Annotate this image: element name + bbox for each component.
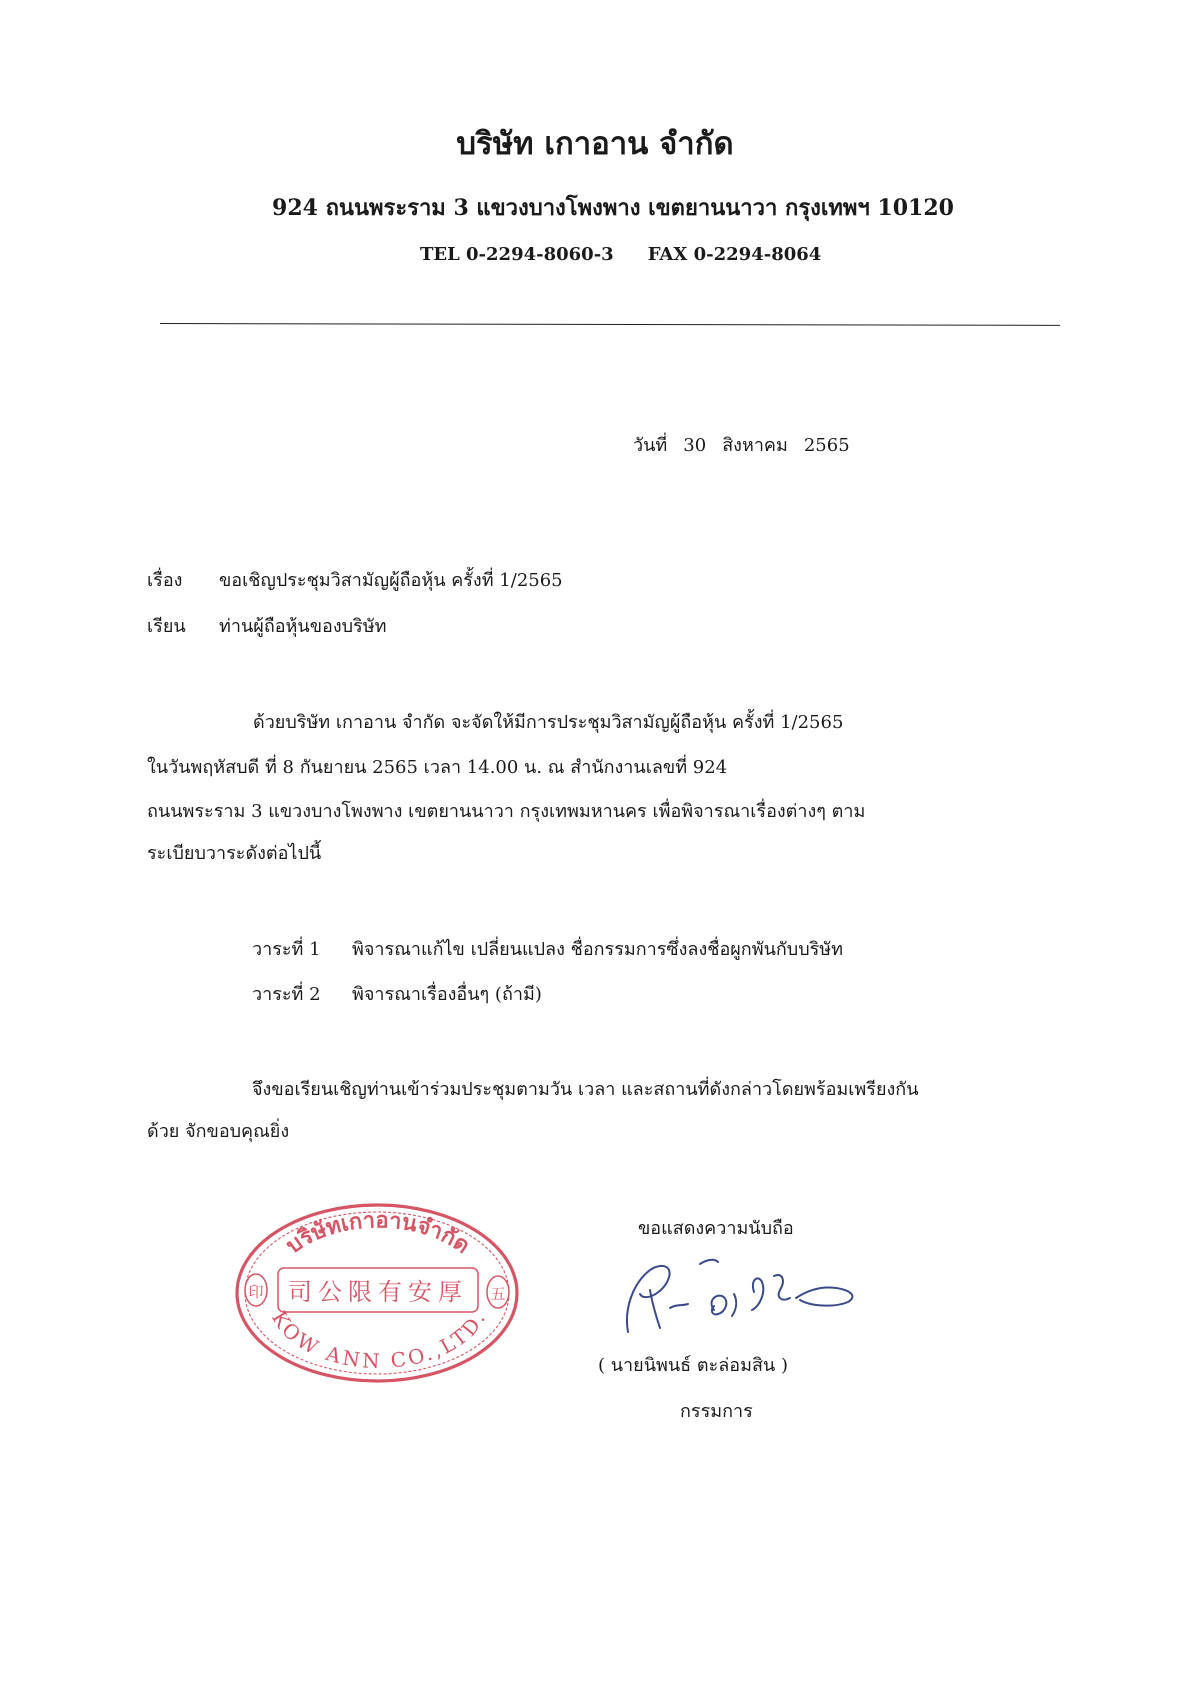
company-fax: FAX 0-2294-8064: [647, 244, 822, 265]
agenda-item-2: [252, 979, 542, 1008]
agenda-text: พิจารณาเรื่องอื่นๆ (ถ้ามี): [352, 984, 542, 1005]
letter-date: [633, 430, 866, 459]
complimentary-close: ขอแสดงความนับถือ: [638, 1218, 794, 1239]
company-tel: TEL 0-2294-8060-3: [420, 244, 614, 265]
body-line-1: ด้วยบริษัท เกาอาน จำกัด จะจัดให้มีการประชุมวิสามัญผู้ถือหุ้น ครั้งที่ 1/2565: [253, 712, 844, 733]
date-label: วันที่: [633, 435, 668, 456]
company-address: 924 ถนนพระราม 3 แขวงบางโพงพาง เขตยานนาวา กรุงเทพฯ 10120: [272, 195, 954, 221]
handwritten-signature: [610, 1250, 890, 1345]
date-month: สิงหาคม: [722, 435, 788, 456]
salutation-text: ท่านผู้ถือหุ้นของบริษัท: [219, 616, 387, 637]
seal-chinese-text: 司公限有安厚: [288, 1278, 468, 1306]
company-contact: [420, 244, 821, 265]
body-line-4: ระเบียบวาระดังต่อไปนี้: [147, 843, 322, 864]
seal-bottom-text: KOW ANN CO.,LTD.: [267, 1306, 491, 1374]
agenda-item-1: [252, 934, 843, 963]
subject-text: ขอเชิญประชุมวิสามัญผู้ถือหุ้น ครั้งที่ 1/2565: [219, 570, 563, 591]
company-name: บริษัท เกาอาน จำกัด: [456, 126, 734, 162]
seal-top-text: บริษัทเกาอานจำกัด: [281, 1207, 475, 1259]
signer-position: กรรมการ: [680, 1401, 753, 1422]
closing-line-1: จึงขอเรียนเชิญท่านเข้าร่วมประชุมตามวัน เวลา และสถานที่ดังกล่าวโดยพร้อมเพรียงกัน: [252, 1079, 919, 1100]
subject-label: เรื่อง: [147, 570, 183, 591]
subject-line: [147, 565, 563, 594]
salutation-line: [147, 611, 386, 640]
company-seal-stamp: [232, 1200, 522, 1386]
seal-left-char: 印: [248, 1283, 264, 1301]
letterhead-divider: [160, 323, 1060, 326]
agenda-number: วาระที่ 2: [252, 984, 321, 1005]
salutation-label: เรียน: [147, 616, 186, 637]
agenda-number: วาระที่ 1: [252, 939, 321, 960]
date-day: 30: [683, 435, 707, 456]
signer-name: ( นายนิพนธ์ ตะล่อมสิน ): [598, 1355, 788, 1376]
body-line-3: ถนนพระราม 3 แขวงบางโพงพาง เขตยานนาวา กรุงเทพมหานคร เพื่อพิจารณาเรื่องต่างๆ ตาม: [147, 801, 866, 822]
closing-line-2: ด้วย จักขอบคุณยิ่ง: [147, 1121, 290, 1142]
agenda-text: พิจารณาแก้ไข เปลี่ยนแปลง ชื่อกรรมการซึ่งลงชื่อผูกพันกับบริษัท: [352, 939, 844, 960]
date-year: 2565: [803, 435, 850, 456]
seal-right-char: 五: [490, 1285, 506, 1303]
body-line-2: ในวันพฤหัสบดี ที่ 8 กันยายน 2565 เวลา 14.00 น. ณ สำนักงานเลขที่ 924: [147, 757, 728, 778]
